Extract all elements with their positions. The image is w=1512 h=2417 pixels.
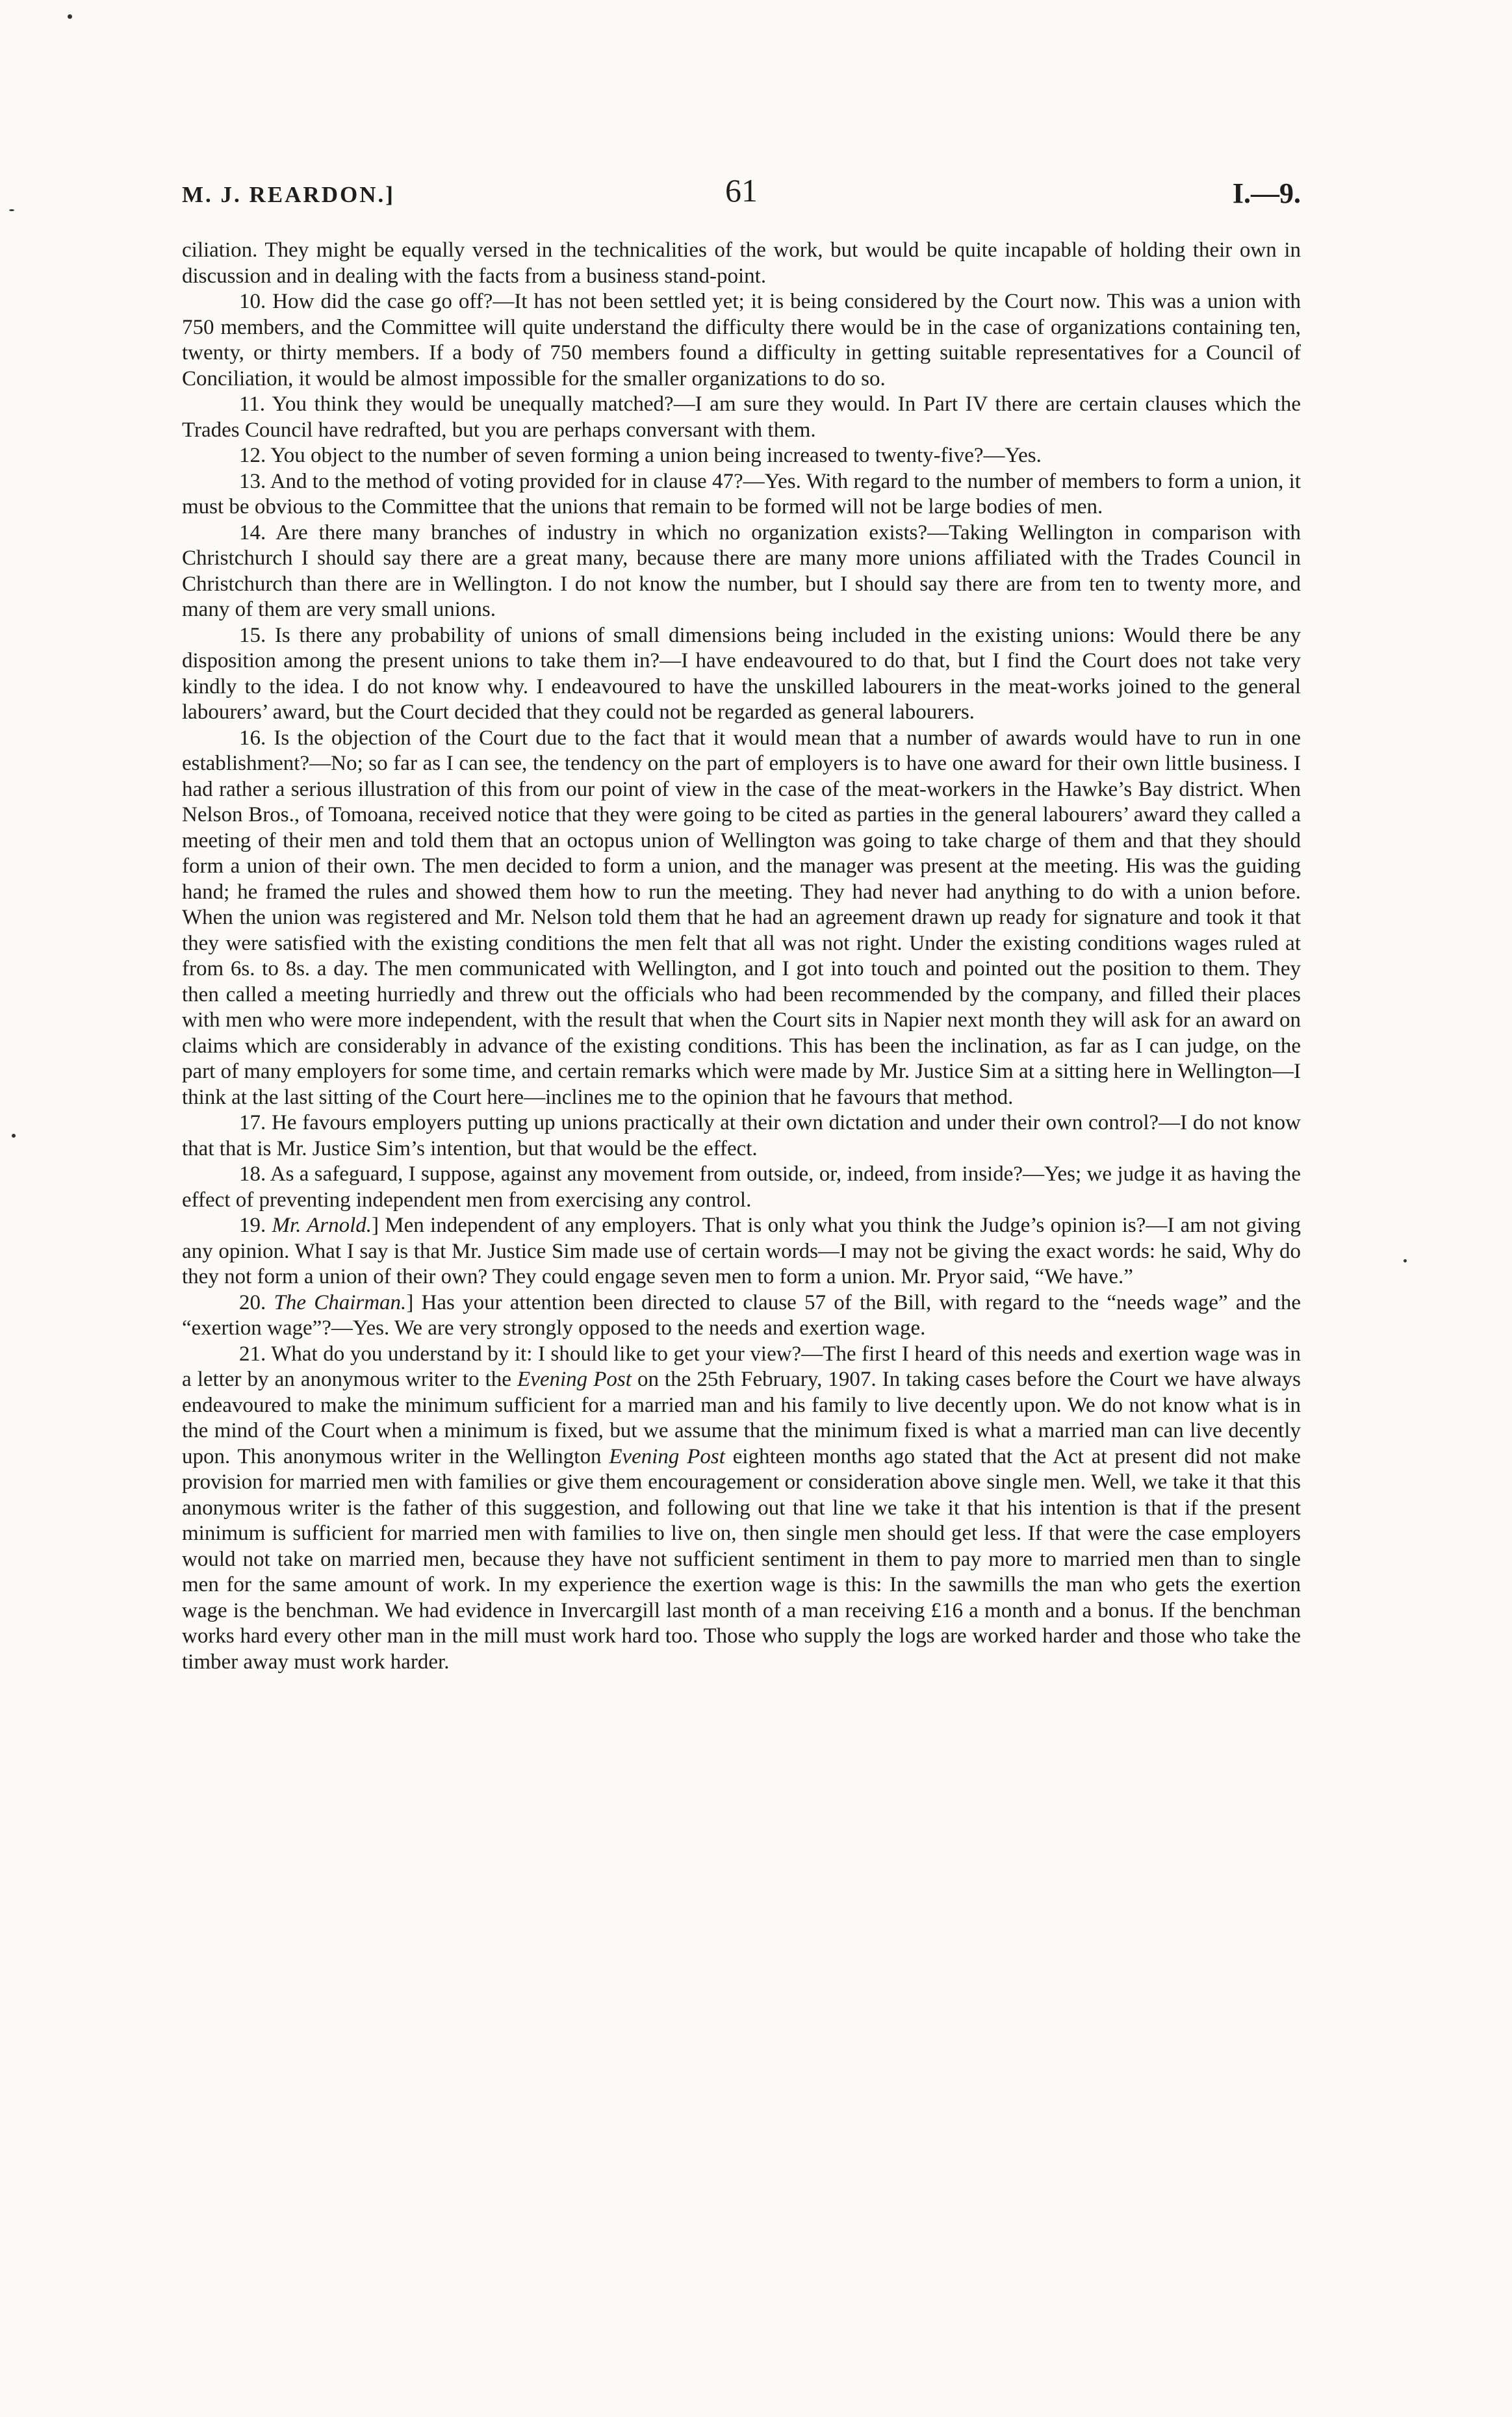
question-21: [182, 1342, 1301, 1676]
paragraph-continuation: ciliation. They might be equally versed in the technicalities of the work, but would be quite incapable of holding their own in discussion and in dealing with the facts from a business stand-point.: [182, 238, 1301, 288]
ink-speck: [9, 209, 14, 211]
page-header: [182, 172, 1301, 217]
question-text: eighteen months ago stated that the Act at present did not make provision for married men with families or give them encouragement or consideration above single men. Well, we take it that this anonymous writer is the father of this suggestion, and following out that line we take it that his intention is that if the present minimum is sufficient for married men with families to live on, then single men should get less. If that were the case employers would not take on married men, because they have not sufficient sentiment in them to pay more to married men than to single men for the same amount of work. In my experience the exertion wage is this: In the sawmills the man who gets the exertion wage is the benchman. We had evidence in Invercargill last month of a man receiving £16 a month and a bonus. If the benchman works hard every other man in the mill must work hard too. Those who supply the logs are worked harder and those who take the timber away must work harder.: [182, 1444, 1301, 1674]
question-15: 15. Is there any probability of unions of small dimensions being included in the existing unions: Would there be any disposition among the present unions to take them in?—I have endeavoured to do that, but I find the Court does not take very kindly to the idea. I do not know why. I endeavoured to have the unskilled labourers in the meat-works joined to the general labourers’ award, but the Court decided that they could not be regarded as general labourers.: [182, 623, 1301, 724]
ink-speck: [12, 1134, 16, 1138]
question-20: [182, 1290, 1301, 1342]
question-14: 14. Are there many branches of industry in which no organization exists?—Taking Wellington in comparison with Christchurch I should say there are a great many, because there are many more unions affiliated with the Trades Council in Christchurch than there are in Wellington. I do not know the number, but I should say there are from ten to twenty more, and many of them are very small unions.: [182, 520, 1301, 621]
minutes-of-evidence: [182, 238, 1301, 1675]
running-head-witness: M. J. REARDON.]: [182, 182, 395, 207]
question-number: 20.: [239, 1290, 266, 1314]
question-18: 18. As a safeguard, I suppose, against any movement from outside, or, indeed, from inside?—Yes; we judge it as having the effect of preventing independent men from exercising any control.: [182, 1162, 1301, 1212]
question-number: 19.: [239, 1214, 266, 1237]
question-16: 16. Is the objection of the Court due to the fact that it would mean that a number of awards would have to run in one establishment?—No; so far as I can see, the tendency on the part of employers is to have one award for their own little business. I had rather a serious illustration of this from our point of view in the case of the meat-workers in the Hawke’s Bay district. When Nelson Bros., of Tomoana, received notice that they were going to be cited as parties in the general labourers’ award they called a meeting of their men and told them that an octopus union of Wellington was going to take charge of them and that they should form a union of their own. The men decided to form a union, and the manager was present at the meeting. His was the guiding hand; he framed the rules and showed them how to run the meeting. They had never had anything to do with a union before. When the union was registered and Mr. Nelson told them that he had an agreement drawn up ready for signature and took it that they were satisfied with the existing conditions the men felt that all was not right. Under the existing conditions wages ruled at from 6s. to 8s. a day. The men communicated with Wellington, and I got into touch and pointed out the position to them. They then called a meeting hurriedly and threw out the officials who had been recommended by the company, and filled their places with men who were more independent, with the result that when the Court sits in Napier next month they will ask for an award on claims which are considerably in advance of the existing conditions. This has been the inclination, as far as I can judge, on the part of many employers for some time, and certain remarks which were made by Mr. Justice Sim at a sitting here in Wellington—I think at the last sitting of the Court here—inclines me to the opinion that he favours that method.: [182, 726, 1301, 1109]
speaker-name: Mr. Arnold.: [272, 1214, 372, 1237]
question-text: ] Men independent of any employers. That is only what you think the Judge’s opinion is?—I am not giving any opinion. What I say is that Mr. Justice Sim made use of certain words—I may not be giving the exact words: he said, Why do they not form a union of their own? They could engage seven men to form a union. Mr. Pryor said, “We have.”: [182, 1214, 1301, 1288]
question-12: 12. You object to the number of seven forming a union being increased to twenty-five?—Yes.: [239, 444, 1042, 467]
question-text: on the 25th February, 1907. In taking cases before the Court we have always endeavoured to make the minimum sufficient for a married man and his family to live decently upon. We do not know what is in the mind of the Court when a minimum is fixed, but we assume that the minimum fixed is what a married man can live decently upon. This anonymous writer in the Wellington: [182, 1368, 1301, 1468]
question-17: 17. He favours employers putting up unions practically at their own dictation and under their own control?—I do not know that that is Mr. Justice Sim’s intention, but that would be the effect.: [182, 1111, 1301, 1160]
ink-speck: [1403, 1259, 1407, 1262]
page-number: 61: [725, 172, 758, 209]
speaker-name: The Chairman.: [274, 1290, 407, 1314]
question-11: 11. You think they would be unequally matched?—I am sure they would. In Part IV there are certain clauses which the Trades Council have redrafted, but you are perhaps conversant with them.: [182, 392, 1301, 442]
question-13: 13. And to the method of voting provided for in clause 47?—Yes. With regard to the number of members to form a union, it must be obvious to the Committee that the unions that remain to be formed will not be large bodies of men.: [182, 469, 1301, 518]
question-19: [182, 1213, 1301, 1290]
newspaper-title: Evening Post: [517, 1368, 632, 1391]
question-10: 10. How did the case go off?—It has not been settled yet; it is being considered by the Court now. This was a union with 750 members, and the Committee will quite understand the difficulty there would be in the case of organizations containing ten, twenty, or thirty members. If a body of 750 members found a difficulty in getting suitable representatives for a Council of Conciliation, it would be almost impossible for the smaller organizations to do so.: [182, 290, 1301, 390]
question-text: ] Has your attention been directed to clause 57 of the Bill, with regard to the “needs wage” and the “exertion wage”?—Yes. We are very strongly opposed to the needs and exertion wage.: [182, 1290, 1301, 1340]
question-text: 21. What do you understand by it: I should like to get your view?—The first I heard of this needs and exertion wage was in a letter by an anonymous writer to the: [182, 1342, 1301, 1391]
newspaper-title: Evening Post: [609, 1444, 725, 1468]
paper-reference: I.—9.: [1232, 177, 1301, 209]
ink-speck: [68, 14, 72, 19]
